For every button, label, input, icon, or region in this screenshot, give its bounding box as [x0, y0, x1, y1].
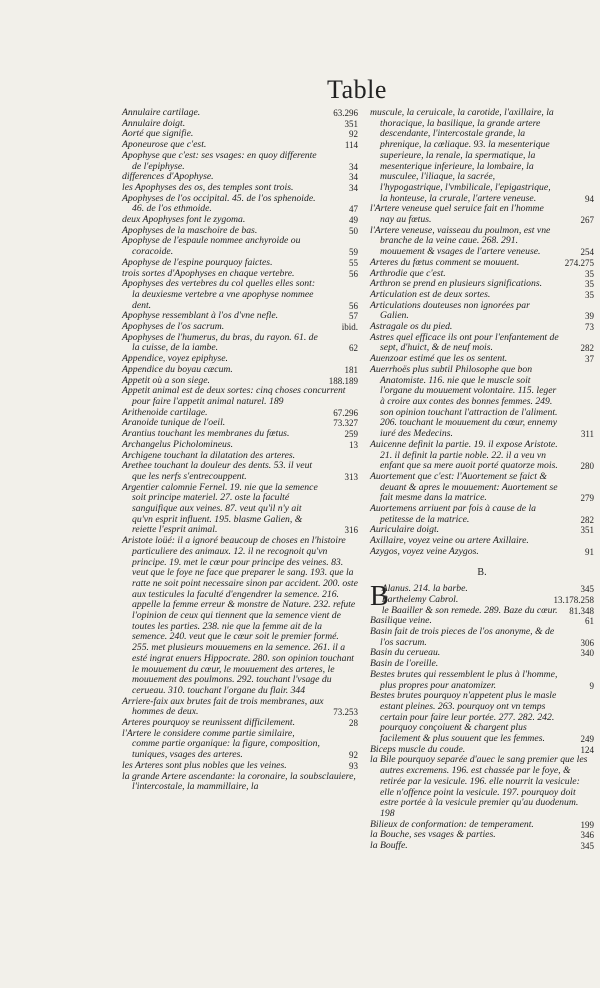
index-entry-text: muscule, la ceruicale, la carotide, l'axillaire, la thoracique, la basilique, la grande artere descendante, l'intercostale grande, la phrenique, la cœliaque. 93. la mesenterique superieure, la renale, la spermatique, la mesenterique inferieure, la lombaire, la musculee, l'iliaque, la sacrée, l'hypogastrique, l'vmbilicale, l'epigastrique, la honteuse, la crurale, l'artere veneuse. [370, 107, 554, 204]
index-entry-text: Arteres du fœtus comment se mouuent. [370, 256, 520, 268]
index-entry [122, 258, 358, 269]
index-entry-text: Bestes brutes pourquoy n'appetent plus le masle estant pleines. 263. pourquoy ont vn temps certain pour faire leur portée. 277. 282. 242. pourquoy conçoiuent & chargent plus facilement & plus souuent que les femmes. [370, 690, 557, 745]
page-ref: 340 [580, 648, 594, 659]
index-entry [370, 226, 594, 258]
index-entry-text: Aranoide tunique de l'oeil. [122, 417, 226, 429]
page-ref: 93 [349, 760, 358, 771]
index-entry-text: Arriere-faix aux brutes fait de trois membranes, aux hommes de deux. [122, 695, 324, 718]
index-entry-text: Auriculaire doigt. [370, 524, 440, 536]
index-entry-text: Arantius touchant les membranes du fœtus. [122, 428, 290, 440]
index-entry-text: l'Artere veneuse quel seruice fait en l'homme nay au fœtus. [370, 203, 544, 226]
index-entry-text: Articulation est de deux sortes. [370, 288, 491, 300]
index-entry-text: Archangelus Picholomineus. [122, 438, 234, 450]
page-ref: 13 [349, 439, 358, 450]
page-ref: 50 [349, 225, 358, 236]
page-ref: 124 [580, 744, 594, 755]
page-ref: 351 [344, 118, 358, 129]
index-entry [122, 461, 358, 482]
page-ref: 306 [580, 637, 594, 648]
page-ref: 91 [585, 546, 594, 557]
index-entry [370, 258, 594, 269]
index-entry [370, 472, 594, 504]
index-entry-text: l'Artere veneuse, vaisseau du poulmon, est vne branche de la veine caue. 268. 291. mouuement & vsages de l'artere veneuse. [370, 224, 551, 258]
index-entry-text: la Bile pourquoy separée d'auec le sang premier que les autres excremens. 196. est chassée par le foye, & retirée par la vesicule. 196. elle nourrit la vesicule: elle n'offence point la vesicule. 197. pourquoy doit estre portée à la vesicule premier qu'au duodenum. 198 [370, 754, 588, 819]
index-entry-text: Auortement que c'est: l'Auortement se faict & deuant & apres le mouuement: Auortement se fait mesme dans la matrice. [370, 470, 558, 504]
page-ref: 311 [580, 429, 594, 440]
page-ref: 249 [580, 734, 594, 745]
page-ref: 345 [580, 841, 594, 852]
index-entry-text: Apophyse ressemblant à l'os d'vne nefle. [122, 310, 279, 322]
index-entry [122, 386, 358, 407]
index-entry [370, 547, 594, 558]
index-entry-text: Auortemens arriuent par fois à cause de la petitesse de la matrice. [370, 503, 537, 525]
page-ref: 254 [580, 247, 594, 258]
index-entry [122, 772, 358, 793]
index-entry [122, 333, 358, 354]
index-entry-text: Basin fait de trois pieces de l'os anonyme, & de l'os sacrum. [370, 626, 555, 648]
index-entry [370, 755, 594, 819]
page-ref: 346 [580, 830, 594, 841]
index-entry [370, 627, 594, 648]
index-entry-text: Azygos, voyez veine Azygos. [370, 545, 479, 557]
page-ref: 56 [349, 300, 358, 311]
index-entry-text: Arithenoide cartilage. [122, 406, 208, 418]
index-entry-text: la Bouche, ses vsages & parties. [370, 829, 496, 841]
index-entry [370, 504, 594, 525]
index-entry-text: Basilique veine. [370, 615, 432, 627]
index-entry-text: differences d'Apophyse. [122, 171, 214, 183]
index-entry [122, 483, 358, 537]
index-entry [122, 365, 358, 376]
index-entry [370, 841, 594, 852]
page-ref: 282 [580, 514, 594, 525]
page-ref: 47 [349, 204, 358, 215]
page-ref: 61 [585, 616, 594, 627]
index-entry [370, 365, 594, 440]
page-ref: 92 [349, 129, 358, 140]
index-entry-text: Apophyse de l'espine pourquoy faictes. [122, 256, 273, 268]
index-entry [122, 697, 358, 718]
index-entry [122, 194, 358, 215]
index-entry-text: le Baailler & son remede. 289. Baze du cœur. [381, 604, 558, 616]
index-entry [370, 301, 594, 322]
index-entry-text: Arthron se prend en plusieurs significations. [370, 278, 543, 290]
page-ref: 73 [585, 322, 594, 333]
index-entry-text: la Bouffe. [370, 840, 408, 852]
page-ref: 56 [349, 268, 358, 279]
index-entry-text: Auenzoar estimé que les os sentent. [370, 353, 508, 365]
index-entry-text: Biceps muscle du coude. [370, 743, 466, 755]
index-entry-text: Astres quel efficace ils ont pour l'enfantement de sept, d'huict, & de neuf mois. [370, 331, 559, 354]
page-ref: 37 [585, 354, 594, 365]
page-ref: 57 [349, 311, 358, 322]
page-ref: 188.189 [328, 375, 358, 386]
index-entry-text: la grande Artere ascendante: la coronaire, la soubsclauiere, l'intercostale, la mammillaire, la [122, 770, 356, 793]
index-entry-text: Apophyses des vertebres du col quelles elles sont: la deuxiesme vertebre a vne apophyse nommee dent. [122, 278, 316, 311]
index-entry-text: Appendice du boyau cæcum. [122, 363, 233, 375]
section-letter: B. [477, 566, 487, 578]
index-entry [370, 440, 594, 472]
page-ref: 345 [580, 584, 594, 595]
index-entry-text: Axillaire, voyez veine ou artere Axillaire. [370, 535, 529, 547]
index-entry-text: Apophyse de l'espaule nommee anchyroide ou coracoide. [122, 235, 301, 258]
page-ref: 94 [585, 193, 594, 204]
page-ref: 34 [349, 172, 358, 183]
page-ref: 62 [349, 343, 358, 354]
index-entry-text: Arteres pourquoy se reunissent difficilement. [122, 717, 295, 729]
index-entry-text: Annulaire cartilage. [122, 107, 201, 118]
index-entry-text: Articulations douteuses non ignorées par Galien. [370, 299, 530, 322]
index-entry-text: Apophyses de la maschoire de bas. [122, 224, 258, 236]
page-ref: 73.253 [333, 707, 358, 718]
index-entry-text: Apophyses de l'humerus, du bras, du rayon. 61. de la cuisse, de la iambe. [122, 331, 318, 354]
index-entry-text: Apophyses de l'os sacrum. [122, 321, 225, 333]
page-ref: 267 [580, 215, 594, 226]
index-entry-text: Aristote loüé: il a ignoré beaucoup de choses en l'histoire particuliere des animaux. 12. il ne recognoit qu'vn principe. 19. met le cœur pour principe des veines. 83. veut que le foye ne face que preparer le sang. 193. que la ratte ne soit point necessaire sinon par accident. 200. oste aux testicules la faculté d'engendrer la semence. 216. appelle la femme erreur & monstre de Nature. 232. refute l'opinion de ceux qui tiennent que la semence vient de toutes les parties. 238. nie que la femme ait de la semence. 240. veut que le cœur soit le premier formé. 255. met plusieurs mouuemens en la semence. 261. il a esté ingrat enuers Hippocrate. 280. son opinion touchant le mouuement du cœur, le mouuement des arteres, le mouuement des poulmons. 292. touchant l'vsage du cerueau. 310. touchant l'organe du flair. 344 [122, 535, 358, 696]
index-entry-text: Appendice, voyez epiphyse. [122, 353, 228, 365]
drop-cap: B [370, 581, 389, 613]
index-entry [370, 670, 594, 691]
index-entry [122, 236, 358, 257]
page-ref: ibid. [341, 322, 358, 333]
index-entry-text: Alanus. 214. la barbe. [381, 583, 468, 595]
index-entry [370, 333, 594, 354]
index-entry [370, 691, 594, 745]
index-entry-text: Auerrhoës plus subtil Philosophe que bon Anatomiste. 116. nie que le muscle soit l'organe du mouuement volontaire. 115. leger à croire aux contes des bonnes femmes. 249. son opinion touchant l'attraction de l'aliment. 206. touchant le mouuement du cœur, ennemy iuré des Medecins. [370, 363, 558, 440]
page-ref: 13.178.258 [553, 594, 594, 605]
page-ref: 181 [344, 364, 358, 375]
index-entry-text: Astragale os du pied. [370, 321, 453, 333]
page-ref: 280 [580, 461, 594, 472]
index-entry [370, 204, 594, 225]
index-entry [122, 440, 358, 451]
index-entry-text: Basin de l'oreille. [370, 658, 439, 670]
index-entry [122, 761, 358, 772]
index-entry-text: Barthelemy Cabrol. [381, 593, 459, 605]
left-column [122, 108, 358, 793]
index-entry-text: Arethee touchant la douleur des dents. 53. il veut que les nerfs s'entrecouppent. [122, 460, 313, 482]
page-ref: 34 [349, 182, 358, 193]
index-entry-text: Aponeurose que c'est. [122, 139, 207, 151]
page-ref: 351 [580, 525, 594, 536]
index-entry-text: Archigene touchant la dilatation des arteres. [122, 449, 296, 461]
page-ref: 9 [589, 680, 594, 691]
page-ref: 259 [344, 429, 358, 440]
index-entry-text: Apophyses de l'os occipital. 45. de l'os sphenoide. 46. de l'os ethmoide. [122, 192, 316, 215]
page-ref: 73.327 [333, 418, 358, 429]
index-entry-text: Apophyse que c'est: ses vsages: en quoy differente de l'epiphyse. [122, 149, 317, 172]
index-entry-text: Basin du cerueau. [370, 647, 441, 659]
index-entry-text: Appetit où a son siege. [122, 374, 210, 386]
page-ref: 34 [349, 161, 358, 172]
page-ref: 274.275 [564, 257, 594, 268]
index-entry-text: Arthrodie que c'est. [370, 267, 446, 279]
page-ref: 316 [344, 525, 358, 536]
index-entry-text: Bilieux de conformation: de temperament. [370, 818, 534, 830]
page-ref: 279 [580, 493, 594, 504]
page-ref: 35 [585, 289, 594, 300]
index-entry-text: Bestes brutes qui ressemblent le plus à l'homme, plus propres pour anatomizer. [370, 668, 558, 691]
page-ref: 199 [580, 819, 594, 830]
page-ref: 282 [580, 343, 594, 354]
index-entry [370, 108, 594, 204]
page-ref: 313 [344, 471, 358, 482]
page-ref: 35 [585, 268, 594, 279]
index-entry [122, 279, 358, 311]
page-ref: 49 [349, 215, 358, 226]
index-entry-text: les Arteres sont plus nobles que les veines. [122, 759, 287, 771]
index-entry-text: deux Apophyses font le zygoma. [122, 214, 246, 226]
index-entry-text: Annulaire doigt. [122, 117, 186, 129]
page-ref: 28 [349, 718, 358, 729]
index-entry-text: trois sortes d'Apophyses en chaque vertebre. [122, 267, 295, 279]
right-column [370, 108, 594, 852]
page-ref: 67.296 [333, 407, 358, 418]
index-entry [122, 729, 358, 761]
index-entry-text: Argentier calomnie Fernel. 19. nie que la semence soit principe materiel. 27. oste la faculté sanguifique aux veines. 87. veut qu'il n'y ait qu'vn esprit influent. 195. blasme Galien, & reiette l'esprit animal. [122, 481, 318, 536]
page-title: Table [327, 75, 387, 104]
page-ref: 63.296 [333, 108, 358, 118]
index-entry-text: les Apophyses des os, des temples sont trois. [122, 181, 294, 193]
index-entry-text: Aorté que signifie. [122, 128, 194, 140]
index-entry-text: Appetit animal est de deux sortes: cinq choses concurrent pour faire l'appetit animal naturel. 189 [122, 385, 346, 407]
index-entry-text: Auicenne definit la partie. 19. il expose Aristote. 21. il definit la partie noble. 22. il a veu vn enfant que sa mere auoit porté quatorze mois. [370, 438, 558, 472]
page-ref: 114 [344, 140, 358, 151]
index-entry-text: l'Artere le considere comme partie similaire, comme partie organique: la figure, composition, tuniques, vsages des arteres. [122, 727, 320, 761]
page-ref: 35 [585, 279, 594, 290]
index-entry [122, 536, 358, 697]
page-ref: 59 [349, 247, 358, 258]
page-ref: 81.348 [569, 605, 594, 616]
page-ref: 92 [349, 750, 358, 761]
page-ref: 55 [349, 257, 358, 268]
page-ref: 39 [585, 311, 594, 322]
index-entry [122, 151, 358, 172]
